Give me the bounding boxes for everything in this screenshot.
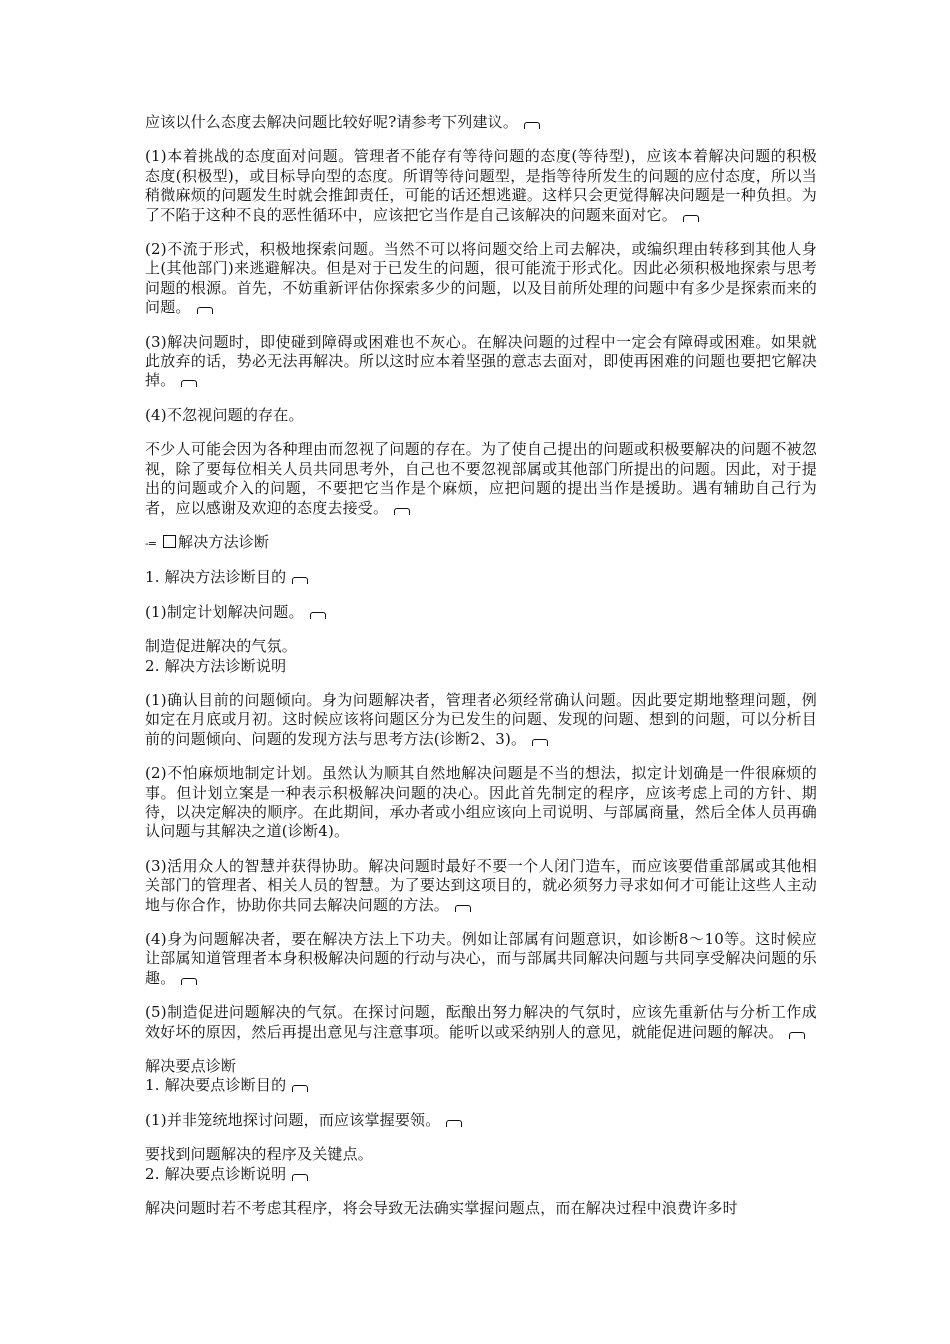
- intro-text: 应该以什么态度去解决问题比较好呢?请参考下列建议。: [145, 113, 519, 131]
- paragraph-mark-icon: [310, 612, 326, 619]
- explanation-2: [145, 764, 817, 842]
- paragraph-2-text: (2)不流于形式，积极地探索问题。当然不可以将问题交给上司去解决，或编织理由转移到其他人身上(其他部门)来逃避解决。但是对于已发生的问题，很可能流于形式化。因此必须积极地探索与思考问题的根源。首先，不妨重新评估你探索多少的问题，以及目前所处理的问题中有多少是探索而来的问题。: [145, 240, 817, 317]
- explanation-5: [145, 1003, 817, 1042]
- explanation-1-text: (1)确认目前的问题倾向。身为问题解决者，管理者必须经常确认问题。因此要定期地整理问题，例如定在月底或月初。这时候应该将问题区分为已发生的问题、发现的问题、想到的问题，可以分析目前的问题倾向、问题的发现方法与思考方法(诊断2、3)。: [145, 690, 817, 748]
- paragraph-mark-icon: [524, 122, 540, 129]
- section-2-explanation-text: 2. 解决要点诊断说明: [145, 1164, 287, 1183]
- section-2-explanation: [145, 1165, 817, 1184]
- section-2-item-2: 要找到问题解决的程序及关键点。: [145, 1145, 374, 1164]
- paragraph-1-text: (1)本着挑战的态度面对问题。管理者不能存有等待问题的态度(等待型)，应该本着解决问题的积极态度(积极型)，或目标导向型的态度。所谓等待问题型，是指等待所发生的问题的应付态度，所以当稍微麻烦的问题发生时就会推卸责任，可能的话还想逃避。这样只会更觉得解决问题是一种负担。为了不陷于这种不良的恶性循环中，应该把它当作是自己该解决的问题来面对它。: [145, 147, 817, 224]
- paragraph-mark-icon: [789, 1032, 805, 1039]
- explanation-2-text: (2)不怕麻烦地制定计划。虽然认为顺其自然地解决问题是不当的想法，拟定计划确是一件很麻烦的事。但计划立案是一种表示积极解决问题的决心。因此首先制定的程序，应该考虑上司的方针、期待，以决定解决的顺序。在此期间，承办者或小组应该向上司说明、与部属商量，然后全体人员再确认问题与其解决之道(诊断4)。: [145, 764, 817, 841]
- section-1-heading: [145, 533, 817, 553]
- paragraph-5-text: 不少人可能会因为各种理由而忽视了问题的存在。为了使自己提出的问题或积极要解决的问题不被忽视，除了要每位相关人员共同思考外，自己也不要忽视部属或其他部门所提出的问题。因此，对于提出的问题或介入的问题，不要把它当作是个麻烦，应把问题的提出当作是援助。遇有辅助自己行为者，应以感谢及欢迎的态度去接受。: [145, 440, 817, 517]
- section-1-item-1-text: (1)制定计划解决问题。: [145, 602, 304, 621]
- paragraph-mark-icon: [394, 508, 410, 515]
- paragraph-mark-icon: [292, 1174, 308, 1181]
- section-1-purpose-text: 1. 解决方法诊断目的: [145, 568, 287, 587]
- section-2-purpose: [145, 1076, 817, 1095]
- paragraph-mark-icon: [181, 978, 197, 985]
- section-2-item-1-text: (1)并非笼统地探讨问题，而应该掌握要领。: [145, 1110, 441, 1129]
- paragraph-1: [145, 147, 817, 225]
- document-body: [145, 113, 817, 1233]
- paragraph-4-text: (4)不忽视问题的存在。: [145, 405, 304, 424]
- paragraph-3: [145, 333, 817, 391]
- paragraph-4: [145, 406, 817, 425]
- explanation-4-text: (4)身为问题解决者，要在解决方法上下功夫。例如让部属有问题意识，如诊断8～10等。这时候应让部属知道管理者本身积极解决问题的行动与决心，而与部属共同解决问题与共同享受解决问题的乐趣。: [145, 930, 817, 987]
- explanation-1: [145, 691, 817, 749]
- paragraph-mark-icon: [197, 307, 213, 314]
- paragraph-mark-icon: [532, 739, 548, 746]
- explanation-4: [145, 930, 817, 988]
- paragraph-mark-icon: [446, 1120, 462, 1127]
- intro-paragraph: [145, 113, 817, 132]
- section-1-title: 解决方法诊断: [178, 532, 270, 551]
- explanation-3-text: (3)活用众人的智慧并获得协助。解决问题时最好不要一个人闭门造车，而应该要借重部属或其他相关部门的管理者、相关人员的智慧。为了要达到这项目的，就必须努力寻求如何才可能让这些人主动地与你合作，协助你共同去解决问题的方法。: [145, 856, 817, 914]
- paragraph-3-text: (3)解决问题时，即使碰到障碍或困难也不灰心。在解决问题的过程中一定会有障碍或困难。如果就此放弃的话，势必无法再解决。所以这时应本着坚强的意志去面对，即使再困难的问题也要把它解决掉。: [145, 332, 817, 390]
- final-paragraph: 解决问题时若不考虑其程序，将会导致无法确实掌握问题点，而在解决过程中浪费许多时: [145, 1199, 738, 1218]
- section-2-item-1: [145, 1111, 817, 1130]
- section-1-item-2: 制造促进解决的气氛。: [145, 637, 298, 656]
- bullet-icon: -=: [145, 536, 156, 550]
- section-1-item-1: [145, 603, 817, 622]
- section-2-title: 解决要点诊断: [145, 1057, 237, 1076]
- explanation-5-text: (5)制造促进问题解决的气氛。在探讨问题，酝酿出努力解决的气氛时，应该先重新估与分析工作成效好坏的原因，然后再提出意见与注意事项。能听以或采纳别人的意见，就能促进问题的解决。: [145, 1003, 817, 1041]
- paragraph-5: [145, 440, 817, 518]
- paragraph-2: [145, 240, 817, 318]
- checkbox-square-icon: [163, 535, 176, 548]
- paragraph-mark-icon: [292, 1085, 308, 1092]
- section-1-purpose: [145, 568, 817, 587]
- explanation-3: [145, 857, 817, 915]
- paragraph-mark-icon: [683, 215, 699, 222]
- section-1-explanation: 2. 解决方法诊断说明: [145, 656, 287, 675]
- paragraph-mark-icon: [181, 380, 197, 387]
- paragraph-mark-icon: [455, 905, 471, 912]
- paragraph-mark-icon: [292, 577, 308, 584]
- section-2-purpose-text: 1. 解决要点诊断目的: [145, 1076, 287, 1095]
